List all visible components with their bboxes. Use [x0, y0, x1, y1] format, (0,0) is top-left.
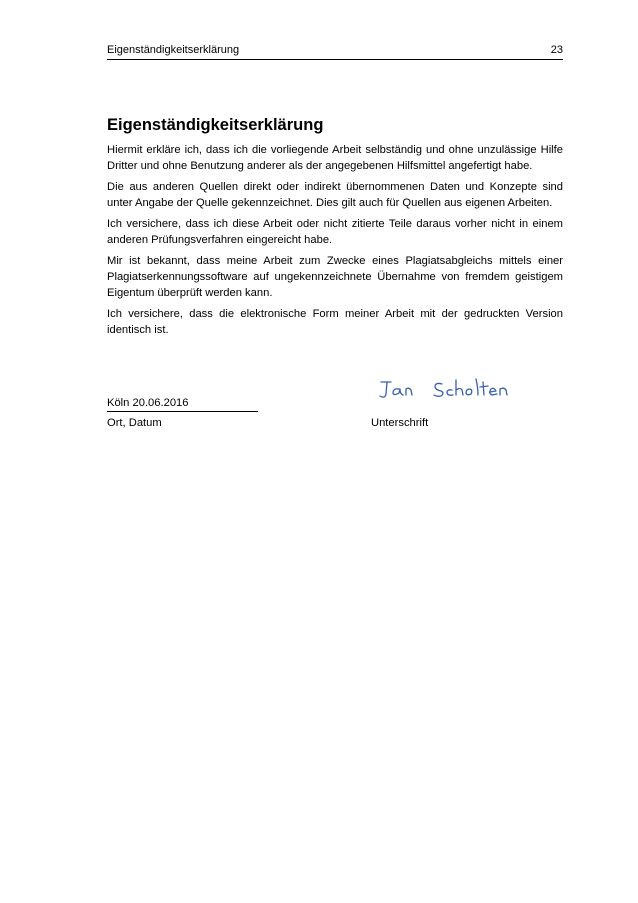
place-date-label: Ort, Datum	[107, 417, 162, 429]
signature-label: Unterschrift	[371, 417, 429, 429]
paragraph-4: Mir ist bekannt, dass meine Arbeit zum Zwecke eines Plagiatsabgleichs mittels einer Plagiatserkennungssoftware auf ungekennzeichnete Übernahme von fremdem geistigem Eigentum überprüft werden kann.	[107, 255, 563, 299]
page-number: 23	[550, 44, 563, 56]
handwritten-signature	[375, 374, 515, 408]
paragraph-1: Hiermit erkläre ich, dass ich die vorliegende Arbeit selbständig und ohne unzulässige Hilfe Dritter und ohne Benutzung anderer als der angegebenen Hilfsmittel angefertigt habe.	[107, 144, 563, 172]
signature-block	[107, 370, 563, 430]
paragraph-5: Ich versichere, dass die elektronische Form meiner Arbeit mit der gedruckten Version identisch ist.	[107, 308, 563, 336]
paragraph-2: Die aus anderen Quellen direkt oder indirekt übernommenen Daten und Konzepte sind unter Angabe der Quelle gekennzeichnet. Dies gilt auch für Quellen aus eigenen Arbeiten.	[107, 181, 563, 209]
page-header	[107, 41, 563, 60]
main-content	[107, 114, 563, 343]
header-title: Eigenständigkeitserklärung	[107, 44, 240, 56]
place-date-value: Köln 20.06.2016	[107, 396, 258, 412]
paragraph-3: Ich versichere, dass ich diese Arbeit oder nicht zitierte Teile daraus vorher nicht in einem anderen Prüfungsverfahren eingereicht habe.	[107, 218, 563, 246]
page-heading: Eigenständigkeitserklärung	[107, 116, 324, 134]
